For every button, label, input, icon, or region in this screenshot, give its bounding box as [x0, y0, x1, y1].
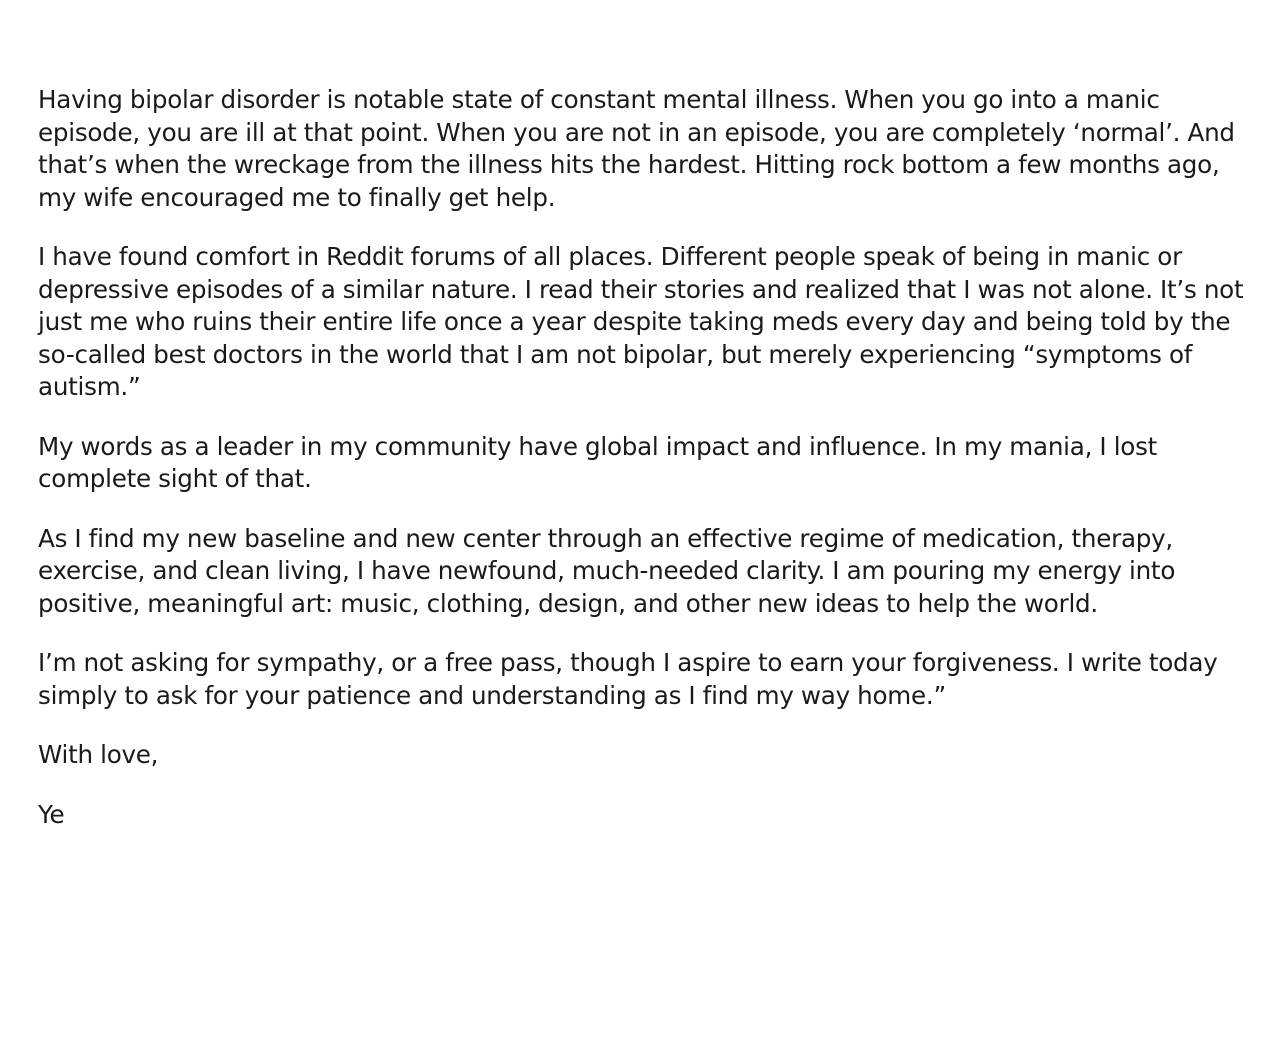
paragraph-new-baseline: As I find my new baseline and new center through an effective regime of medication, therapy, exercise, and clean living, I have newfound, much-needed clarity. I am pouring my energy into positive, meaningful art: music, clothing, design, and other new ideas to help the world.	[38, 523, 1176, 618]
signature: Ye	[38, 799, 65, 829]
closing-line: With love,	[38, 740, 159, 769]
letter-body	[38, 84, 1253, 858]
paragraph-bipolar-disorder: Having bipolar disorder is notable state of constant mental illness. When you go into a manic episode, you are ill at that point. When you are not in an episode, you are completely ‘normal’. And that’s when the wreckage from the illness hits the hardest. Hitting rock bottom a few months ago, my wife encouraged me to finally get help.	[38, 85, 1235, 212]
paragraph-reddit-forums: I have found comfort in Reddit forums of all places. Different people speak of being in manic or depressive episodes of a similar nature. I read their stories and realized that I was not alone. It’s not just me who ruins their entire life once a year despite taking meds every day and being told by the so-called best doctors in the world that I am not bipolar, but merely experiencing “symptoms of autism.”	[38, 242, 1244, 401]
paragraph-leader-community: My words as a leader in my community have global impact and influence. In my mania, I lost complete sight of that.	[38, 431, 1158, 493]
paragraph-not-asking-sympathy: I’m not asking for sympathy, or a free pass, though I aspire to earn your forgiveness. I write today simply to ask for your patience and understanding as I find my way home.”	[38, 648, 1218, 710]
